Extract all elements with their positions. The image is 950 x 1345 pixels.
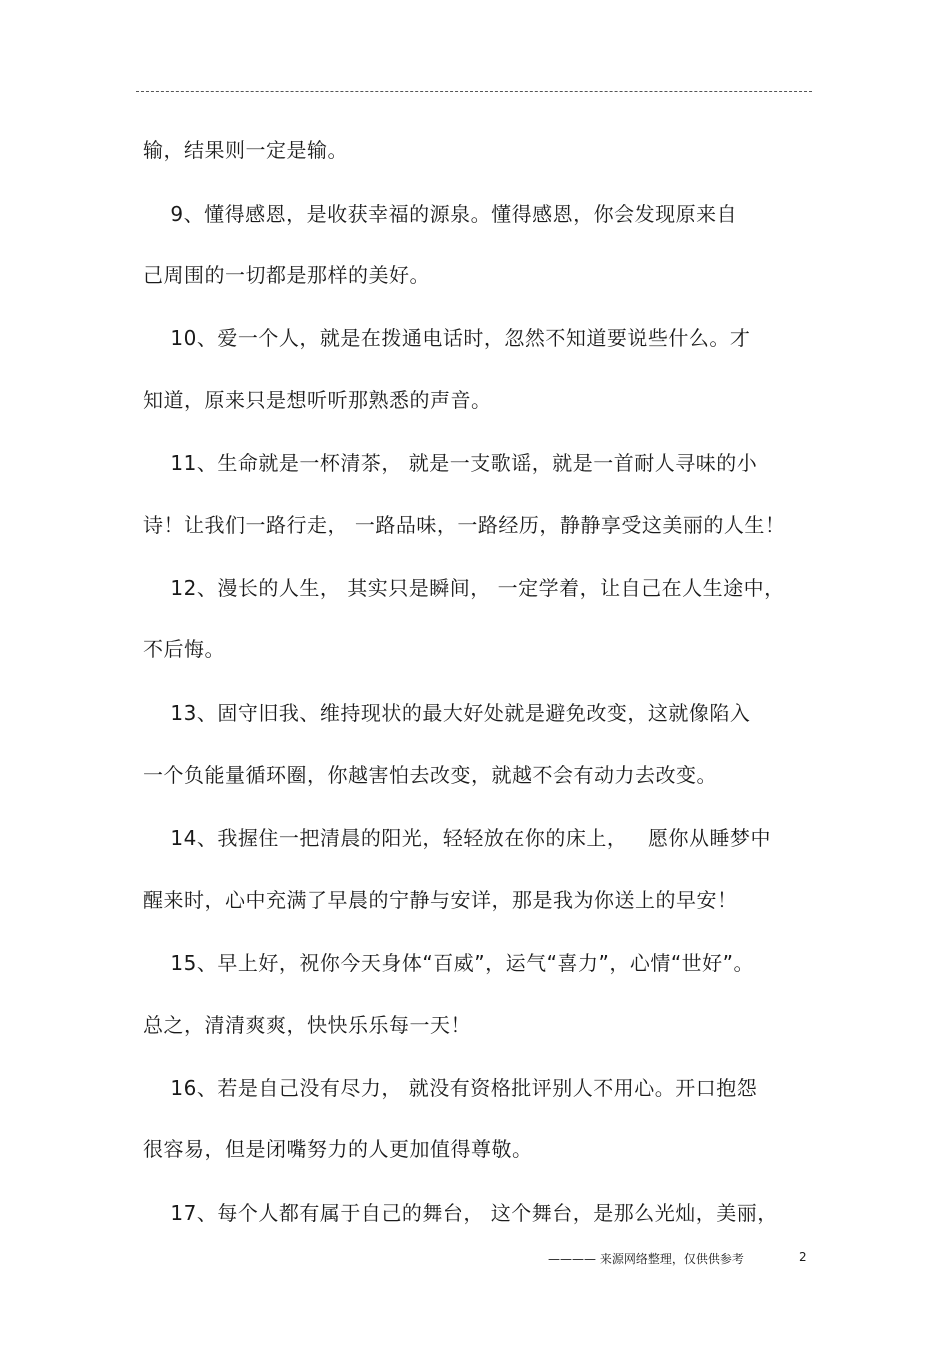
text-line: 不后悔。 bbox=[143, 637, 225, 661]
text-line: 14、我握住一把清晨的阳光，轻轻放在你的床上， 愿你从睡梦中 bbox=[143, 826, 771, 850]
text-line: 11、生命就是一杯清茶， 就是一支歌谣，就是一首耐人寻味的小 bbox=[143, 451, 758, 475]
text-line: 诗！让我们一路行走， 一路品味，一路经历，静静享受这美丽的人生！ bbox=[143, 513, 786, 537]
text-line: 10、爱一个人，就是在拨通电话时，忽然不知道要说些什么。才 bbox=[143, 326, 751, 350]
text-line: 12、漫长的人生， 其实只是瞬间， 一定学着，让自己在人生途中， bbox=[143, 576, 785, 600]
text-line: 9、懂得感恩，是收获幸福的源泉。懂得感恩，你会发现原来自 bbox=[143, 202, 738, 226]
text-line: 13、固守旧我、维持现状的最大好处就是避免改变，这就像陷入 bbox=[143, 701, 751, 725]
text-line: 知道，原来只是想听听那熟悉的声音。 bbox=[143, 388, 492, 412]
text-line: 醒来时，心中充满了早晨的宁静与安详，那是我为你送上的早安！ bbox=[143, 888, 738, 912]
text-line: 15、早上好，祝你今天身体“百威”，运气“喜力”，心情“世好”。 bbox=[143, 951, 755, 975]
header-rule bbox=[136, 91, 812, 92]
text-line: 一个负能量循环圈，你越害怕去改变，就越不会有动力去改变。 bbox=[143, 763, 717, 787]
text-line: 己周围的一切都是那样的美好。 bbox=[143, 263, 430, 287]
text-line: 输，结果则一定是输。 bbox=[143, 138, 348, 162]
text-line: 很容易，但是闭嘴努力的人更加值得尊敬。 bbox=[143, 1137, 533, 1161]
page-number: 2 bbox=[799, 1250, 807, 1264]
footer-source-note: ———— 来源网络整理，仅供供参考 bbox=[548, 1252, 744, 1266]
text-line: 总之，清清爽爽，快快乐乐每一天！ bbox=[143, 1013, 471, 1037]
text-line: 17、每个人都有属于自己的舞台， 这个舞台，是那么光灿，美丽， bbox=[143, 1201, 778, 1225]
text-line: 16、若是自己没有尽力， 就没有资格批评别人不用心。开口抱怨 bbox=[143, 1076, 758, 1100]
